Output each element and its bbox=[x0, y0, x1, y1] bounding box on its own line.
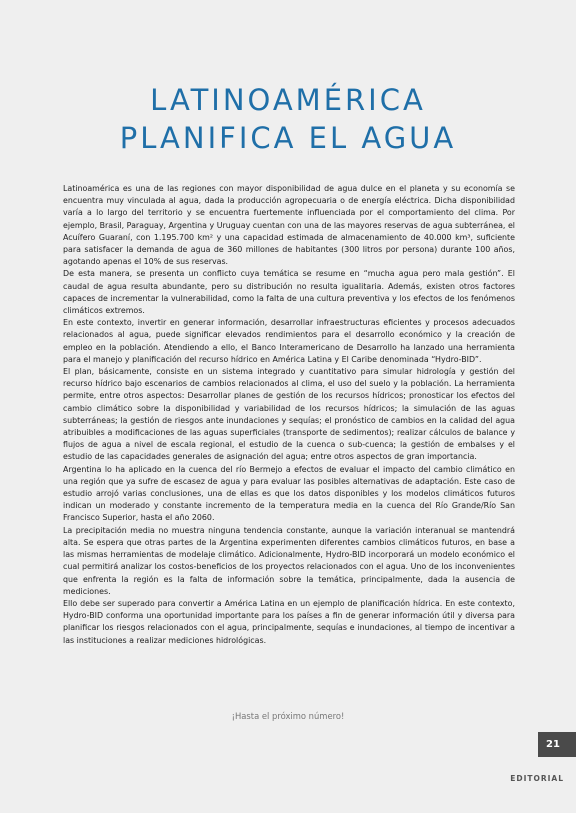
closing-line: ¡Hasta el próximo número! bbox=[231, 711, 345, 721]
article-title bbox=[0, 81, 576, 157]
paragraph-1: Latinoamérica es una de las regiones con mayor disponibilidad de agua dulce en el planeta y su economía se encuentra muy vinculada al agua, dada la producción agropecuaria o de energía eléctrica. Dicha disponibilidad varía a lo largo del territorio y se encuentra fuertemente influenciada por el comportamiento del clima. Por ejemplo, Brasil, Paraguay, Argentina y Uruguay cuentan con una de las mayores reservas de agua subterránea, el Acuífero Guaraní, con 1.195.700 km² y una capacidad estimada de almacenamiento de 40.000 km³, suficiente para satisfacer la demanda de agua de 360 millones de habitantes (300 litros por persona) durante 100 años, agotando apenas el 10% de sus reservas. bbox=[63, 184, 515, 267]
paragraph-2: De esta manera, se presenta un conflicto cuya temática se resume en “mucha agua pero mala gestión”. El caudal de agua resulta abundante, pero su distribución no resulta igualitaria. Además, existen otros factores capaces de incrementar la vulnerabilidad, como la falta de una cultura preventiva y los efectos de los fenómenos climáticos extremos. bbox=[63, 269, 515, 316]
paragraph-6: La precipitación media no muestra ninguna tendencia constante, aunque la variación interanual se mantendrá alta. Se espera que otras partes de la Argentina experimenten diferentes cambios climáticos futuros, en base a las mismas herramientas de modelaje climático. Adicionalmente, Hydro-BID incorporará un modelo económico el cual permitirá analizar los costos-beneficios de los proyectos relacionados con el agua. Uno de los inconvenientes que enfrenta la región es la falta de información sobre la temática, principalmente, dada la ausencia de mediciones. bbox=[63, 525, 515, 596]
section-label: EDITORIAL bbox=[510, 774, 564, 783]
paragraph-3: En este contexto, invertir en generar información, desarrollar infraestructuras eficientes y procesos adecuados relacionados al agua, puede significar elevados rendimientos para el desarrollo económico y la creación de empleo en la población. Atendiendo a ello, el Banco Interamericano de Desarrollo ha lanzado una herramienta para el manejo y planificación del recurso hídrico en América Latina y El Caribe denominada “Hydro-BID”. bbox=[63, 318, 515, 364]
paragraph-7: Ello debe ser superado para convertir a América Latina en un ejemplo de planificación hídrica. En este contexto, Hydro-BID conforma una oportunidad importante para los países a fin de generar información útil y diversa para planificar los riesgos relacionados con el agua, principalmente, sequías e inundaciones, al tiempo de incentivar a las instituciones a realizar mediciones hidrológicas. bbox=[63, 598, 515, 645]
article-body bbox=[63, 183, 515, 647]
paragraph-4: El plan, básicamente, consiste en un sistema integrado y cuantitativo para simular hidrología y gestión del recurso hídrico bajo escenarios de cambios relacionados al clima, el uso del suelo y la población. La herramienta permite, entre otros aspectos: Desarrollar planes de gestión de los recursos hídricos; pronosticar los efectos del cambio climático sobre la disponibilidad y variabilidad de los recursos hídricos; la simulación de las aguas subterráneas; la gestión de riesgos ante inundaciones y sequías; el pronóstico de cambios en la calidad del agua atribuibles a modificaciones de las aguas superficiales (transporte de sedimentos); realizar cálculos de balance y flujos de agua a nivel de escala regional, el estudio de la cuenca o sub-cuenca; la gestión de embalses y el estudio de las capacidades generales de asignación del agua; entre otros aspectos de gran importancia. bbox=[63, 367, 515, 462]
paragraph-5: Argentina lo ha aplicado en la cuenca del río Bermejo a efectos de evaluar el impacto del cambio climático en una región que ya sufre de escasez de agua y para evaluar las posibles alternativas de adaptación. Este caso de estudio arrojó varias conclusiones, una de ellas es que los datos disponibles y los modelos climáticos futuros indican un moderado y constante incremento de la temperatura media en la cuenca del Río Grande/Río San Francisco Superior, hasta el año 2060. bbox=[63, 464, 515, 523]
page-number: 21 bbox=[538, 732, 576, 757]
title-line-1: LATINOAMÉRICA bbox=[150, 83, 426, 118]
title-line-2: PLANIFICA EL AGUA bbox=[119, 121, 457, 156]
